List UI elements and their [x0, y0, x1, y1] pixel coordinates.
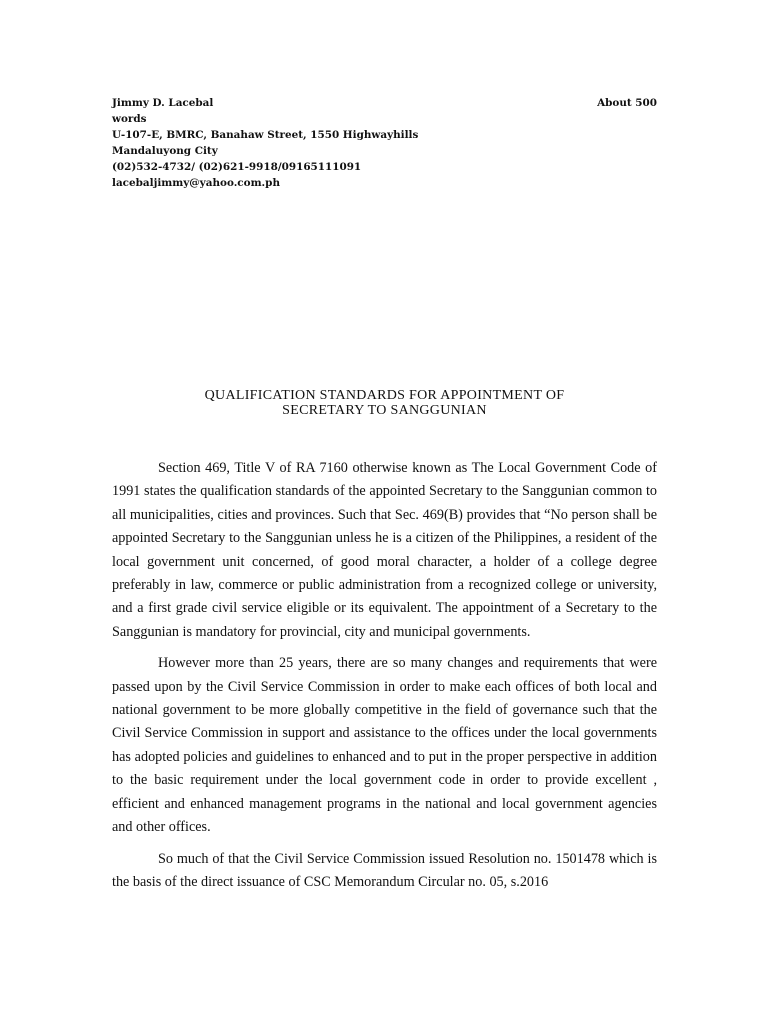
author-name-row	[112, 95, 657, 111]
document-title	[112, 388, 657, 418]
document-body	[112, 457, 657, 894]
body-paragraph: So much of that the Civil Service Commission issued Resolution no. 1501478 which is the basis of the direct issuance of CSC Memorandum Circular no. 05, s.2016	[112, 850, 657, 890]
word-count: About 500	[597, 97, 657, 109]
title-line-1: QUALIFICATION STANDARDS FOR APPOINTMENT OF	[204, 388, 565, 403]
author-email: lacebaljimmy@yahoo.com.ph	[112, 177, 280, 189]
body-paragraph: Section 469, Title V of RA 7160 otherwise known as The Local Government Code of 1991 states the qualification standards of the appointed Secretary to the Sanggunian common to all municipalities, cities and provinces. Such that Sec. 469(B) provides that “No person shall be appointed Secretary to the Sanggunian unless he is a citizen of the Philippines, a resident of the local government unit concerned, of good moral character, a holder of a college degree preferably in law, commerce or public administration from a recognized college or university, and a first grade civil service eligible or its equivalent. The appointment of a Secretary to the Sanggunian is mandatory for provincial, city and municipal governments.	[112, 460, 657, 640]
word-count-unit: words	[112, 113, 147, 125]
author-name: Jimmy D. Lacebal	[112, 97, 214, 109]
author-city: Mandaluyong City	[112, 145, 218, 157]
body-paragraph: However more than 25 years, there are so many changes and requirements that were passed upon by the Civil Service Commission in order to make each offices of both local and national government to be more globally competitive in the field of governance such that the Civil Service Commission in support and assistance to the offices under the local governments has adopted policies and guidelines to enhanced and to put in the proper perspective in addition to the basic requirement under the local government code in order to provide excellent , efficient and enhanced management programs in the national and local government agencies and other offices.	[112, 655, 657, 836]
author-header	[112, 95, 657, 191]
title-line-2: SECRETARY TO SANGGUNIAN	[282, 403, 487, 418]
author-phone: (02)532-4732/ (02)621-9918/09165111091	[112, 161, 362, 173]
author-address: U-107-E, BMRC, Banahaw Street, 1550 Highwayhills	[112, 129, 419, 141]
